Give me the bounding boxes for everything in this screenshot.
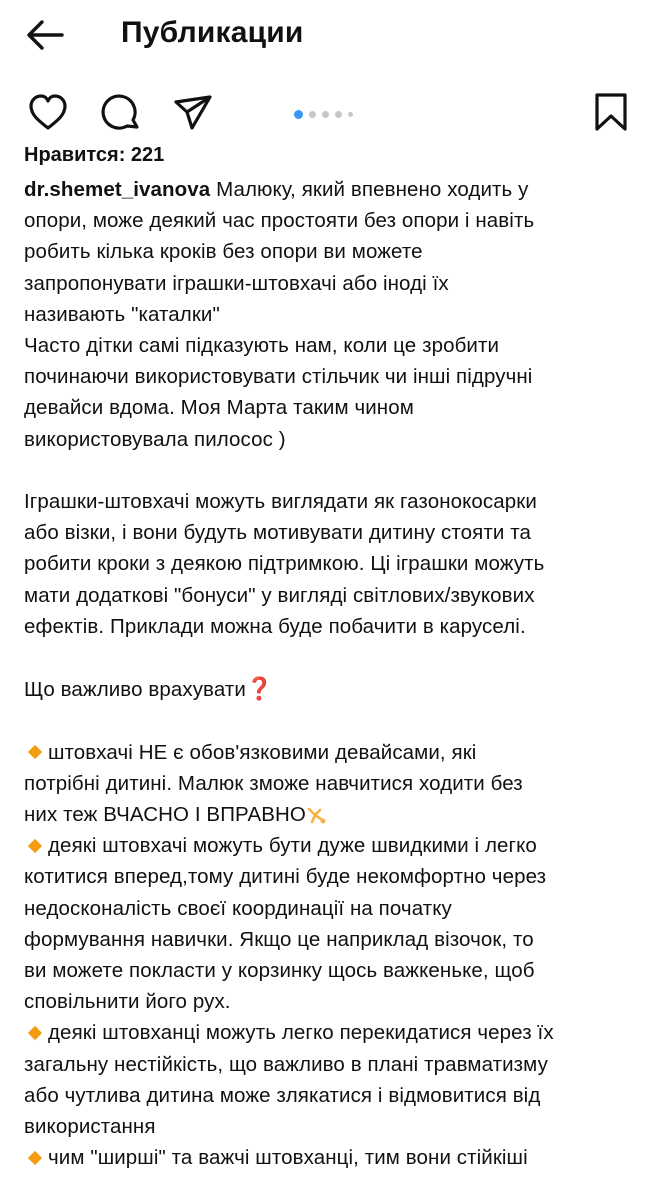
caption-line: опори, може деякий час простояти без опори і навіть [24,209,535,233]
carousel-dot [294,110,303,119]
comment-icon[interactable] [99,92,143,136]
post-caption [24,174,639,1174]
post-actions [0,78,657,148]
top-bar [0,0,657,70]
carousel-dot [322,111,329,118]
carousel-dot [348,112,353,117]
caption-line: використовувала пилосос ) [24,427,286,451]
bullet-text: штовхачі НЕ є обов'язковими девайсами, які [48,740,477,764]
caption-line: запропонувати іграшки-штовхачі або іноді їх [24,271,449,295]
caption-line: починаючи використовувати стільчик чи інші підручні [24,365,533,389]
bullet-text: загальну нестійкість, що важливо в плані травматизму [24,1052,548,1076]
carousel-indicator [294,109,353,119]
bullet-text: недосконаліcть своєї координації на початку [24,896,452,920]
caption-line: Часто дітки самі підказують нам, коли це зробити [24,334,500,358]
caption-line: робити кроки з деякою підтримкою. Ці іграшки можуть [24,552,545,576]
caption-line: Що важливо врахувати [24,678,246,702]
caption-line: мати додаткові "бонуси" у вигляді світлових/звукових [24,583,535,607]
bullet-text: потрібні дитині. Малюк зможе навчитися ходити без [24,771,523,795]
bullet-text: формування навички. Якщо це наприклад візочок, то [24,927,534,951]
bullet-text: котитися вперед,тому дитині буде некомфортно через [24,865,547,889]
bullet-text: чим "ширші" та важчі штовханці, тим вони стійкіші [48,1146,528,1170]
caption-line: або візки, і вони будуть мотивувати дитину стояти та [24,521,531,545]
bullet-text: деякі штовхачі можуть бути дуже швидкими і легко [48,834,537,858]
carousel-dot [309,111,316,118]
username-link[interactable]: dr.shemet_ivanova [24,178,211,201]
question-mark-emoji: ❓ [245,676,274,702]
caption-line: робить кілька кроків без опори ви можете [24,240,423,264]
caption-text: Малюку, який впевнено ходить у [210,178,529,201]
orange-diamond-icon [28,1026,42,1040]
cartwheel-emoji-icon [306,805,328,827]
caption-line: Іграшки-штовхачі можуть виглядати як газонокосарки [24,490,537,514]
bullet-text: або чутлива дитина може злякатися і відмовитися від [24,1083,541,1107]
bullet-text: деякі штовханці можуть легко перекидатися через їх [48,1021,554,1045]
heart-icon[interactable] [27,92,69,134]
bookmark-icon[interactable] [594,92,628,132]
caption-line: ефектів. Приклади можна буде побачити в каруселі. [24,614,526,638]
caption-line: називають "каталки" [24,302,220,326]
orange-diamond-icon [28,1151,42,1165]
caption-line: девайси вдома. Моя Марта таким чином [24,396,414,420]
page-title: Публикации [121,16,304,49]
bullet-text: використання [24,1115,156,1139]
orange-diamond-icon [28,839,42,853]
bullet-text: сповільнити його рух. [24,990,231,1014]
arrow-left-icon[interactable] [22,12,68,58]
paper-plane-icon[interactable] [172,92,214,134]
bullet-text: них теж ВЧАСНО І ВПРАВНО [24,803,306,827]
carousel-dot [335,111,342,118]
orange-diamond-icon [28,745,42,759]
likes-count[interactable]: Нравится: 221 [24,144,165,166]
bullet-text: ви можете покласти у корзинку щось важкеньке, щоб [24,959,535,983]
